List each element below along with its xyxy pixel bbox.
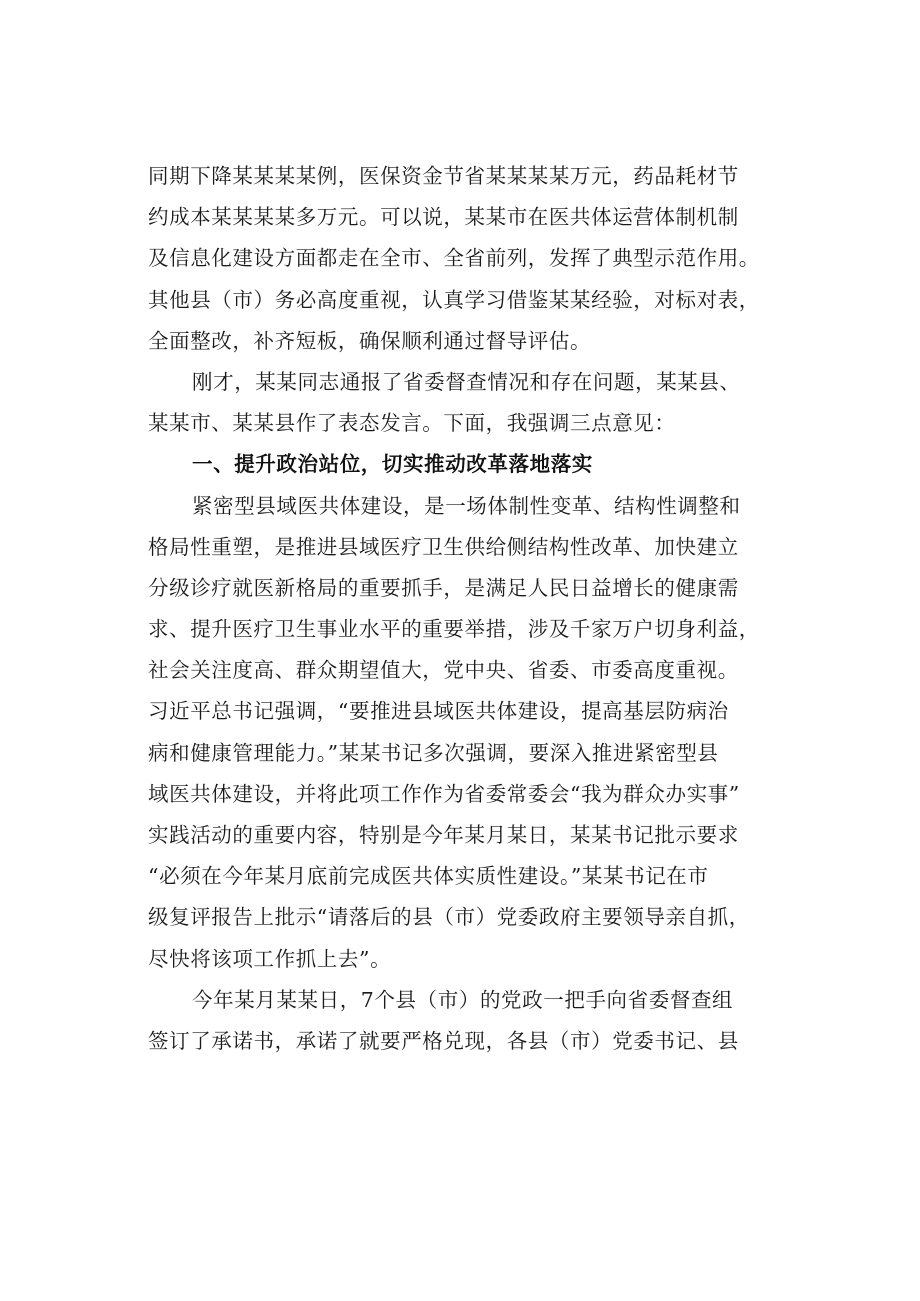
text-line: 及信息化建设方面都走在全市、全省前列，发挥了典型示范作用。 bbox=[148, 246, 760, 271]
text-line: 签订了承诺书，承诺了就要严格兑现，各县（市）党委书记、县 bbox=[148, 1028, 739, 1053]
text-line: 刚才，某某同志通报了省委督查情况和存在问题，某某县、 bbox=[192, 369, 741, 394]
paragraph bbox=[148, 156, 808, 362]
text-line: 尽快将该项工作抓上去”。 bbox=[148, 946, 392, 971]
heading-line: 一、提升政治站位，切实推动改革落地落实 bbox=[192, 452, 593, 477]
paragraph bbox=[148, 486, 808, 980]
text-line: 其他县（市）务必高度重视，认真学习借鉴某某经验，对标对表， bbox=[148, 287, 760, 312]
paragraph bbox=[148, 980, 808, 1062]
text-line: 病和健康管理能力。”某某书记多次强调，要深入推进紧密型县 bbox=[148, 740, 719, 765]
text-line: 习近平总书记强调，“要推进县域医共体建设，提高基层防病治 bbox=[148, 699, 729, 724]
text-line: 格局性重塑，是推进县域医疗卫生供给侧结构性改革、加快建立 bbox=[148, 534, 739, 559]
paragraph bbox=[148, 362, 808, 444]
text-line: 某某市、某某县作了表态发言。下面，我强调三点意见： bbox=[148, 411, 676, 436]
text-line: 域医共体建设，并将此项工作作为省委常委会“我为群众办实事” bbox=[148, 781, 740, 806]
text-line: 同期下降某某某某例，医保资金节省某某某某万元，药品耗材节 bbox=[148, 164, 739, 188]
text-line: 求、提升医疗卫生事业水平的重要举措，涉及千家万户切身利益， bbox=[148, 617, 760, 642]
text-line: 实践活动的重要内容，特别是今年某月某日，某某书记批示要求 bbox=[148, 823, 739, 847]
text-line: 级复评报告上批示“请落后的县（市）党委政府主要领导亲自抓， bbox=[148, 905, 750, 930]
text-line: 社会关注度高、群众期望值大，党中央、省委、市委高度重视。 bbox=[148, 658, 739, 683]
section-heading bbox=[148, 444, 808, 485]
text-line: 紧密型县域医共体建设，是一场体制性变革、结构性调整和 bbox=[192, 493, 741, 518]
document-body bbox=[148, 156, 808, 1062]
text-line: 今年某月某某日，7个县（市）的党政一把手向省委督查组 bbox=[192, 987, 734, 1012]
text-line: 约成本某某某某多万元。可以说，某某市在医共体运营体制机制 bbox=[148, 205, 739, 230]
text-line: “必须在今年某月底前完成医共体实质性建设。”某某书记在市 bbox=[148, 864, 709, 889]
text-line: 全面整改，补齐短板，确保顺利通过督导评估。 bbox=[148, 328, 592, 353]
text-line: 分级诊疗就医新格局的重要抓手，是满足人民日益增长的健康需 bbox=[148, 575, 739, 600]
